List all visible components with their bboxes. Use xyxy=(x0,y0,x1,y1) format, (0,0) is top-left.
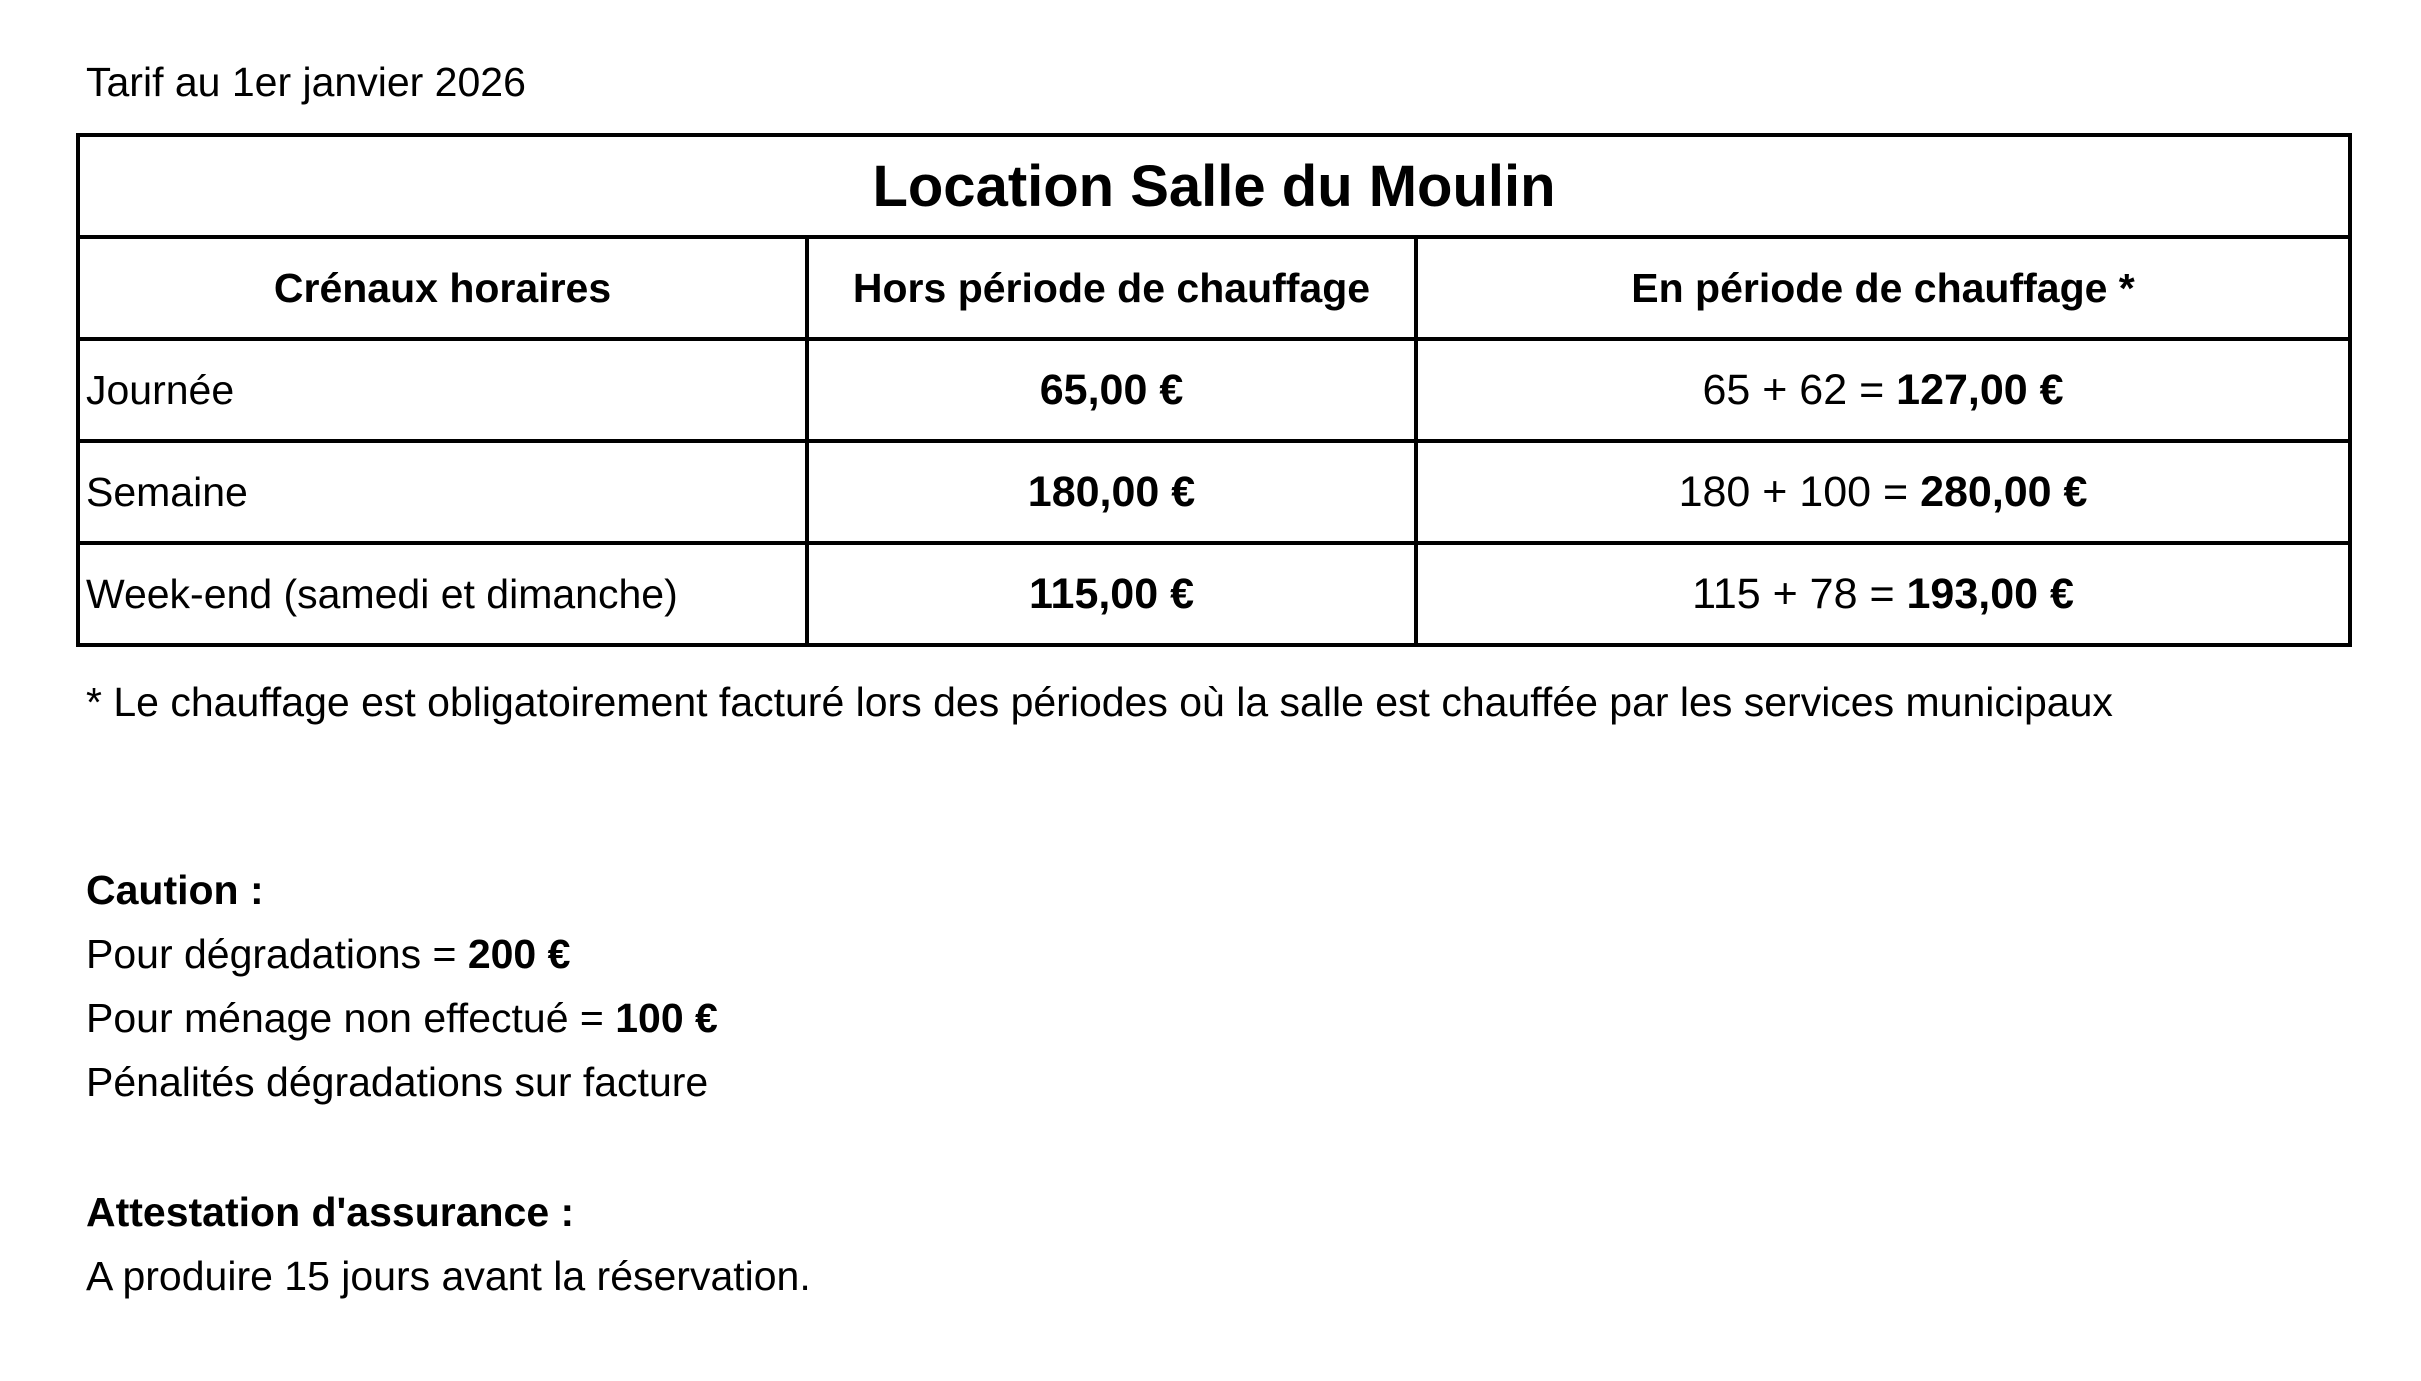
cleaning-deposit-line xyxy=(86,986,718,1050)
row-slot-label: Journée xyxy=(78,339,807,441)
heating-footnote: * Le chauffage est obligatoirement facturé lors des périodes où la salle est chauffée par les services municipaux xyxy=(86,679,2113,725)
column-header-time-slots: Crénaux horaires xyxy=(78,237,807,339)
table-title: Location Salle du Moulin xyxy=(78,135,2350,237)
penalties-line: Pénalités dégradations sur facture xyxy=(86,1059,709,1105)
cleaning-deposit-amount: 100 € xyxy=(615,995,718,1041)
row-off-season-price: 180,00 € xyxy=(807,441,1416,543)
caution-section xyxy=(86,858,718,1114)
row-off-season-price: 115,00 € xyxy=(807,543,1416,645)
damage-deposit-label: Pour dégradations = xyxy=(86,931,457,977)
table-row xyxy=(78,339,2350,441)
heating-total: 280,00 € xyxy=(1920,467,2088,516)
cleaning-deposit-label: Pour ménage non effectué = xyxy=(86,995,604,1041)
heating-calculation: 180 + 100 = xyxy=(1678,467,1909,516)
caution-heading: Caution : xyxy=(86,867,264,913)
table-row xyxy=(78,543,2350,645)
column-header-heating: En période de chauffage * xyxy=(1416,237,2350,339)
heating-total: 193,00 € xyxy=(1906,569,2074,618)
damage-deposit-line xyxy=(86,922,718,986)
column-header-off-heating: Hors période de chauffage xyxy=(807,237,1416,339)
damage-deposit-amount: 200 € xyxy=(467,931,571,977)
heating-calculation: 65 + 62 = xyxy=(1702,365,1885,414)
row-off-season-price: 65,00 € xyxy=(807,339,1416,441)
insurance-heading: Attestation d'assurance : xyxy=(86,1189,575,1235)
row-heating-price xyxy=(1416,339,2350,441)
table-title-row xyxy=(78,135,2350,237)
insurance-text: A produire 15 jours avant la réservation. xyxy=(86,1253,811,1299)
row-slot-label: Semaine xyxy=(78,441,807,543)
row-slot-label: Week-end (samedi et dimanche) xyxy=(78,543,807,645)
heating-calculation: 115 + 78 = xyxy=(1692,569,1895,618)
heating-total: 127,00 € xyxy=(1896,365,2064,414)
row-heating-price xyxy=(1416,543,2350,645)
tariff-date: Tarif au 1er janvier 2026 xyxy=(86,59,526,105)
insurance-section xyxy=(86,1180,811,1308)
table-row xyxy=(78,441,2350,543)
table-header-row xyxy=(78,237,2350,339)
row-heating-price xyxy=(1416,441,2350,543)
rental-rate-table xyxy=(76,133,2352,647)
